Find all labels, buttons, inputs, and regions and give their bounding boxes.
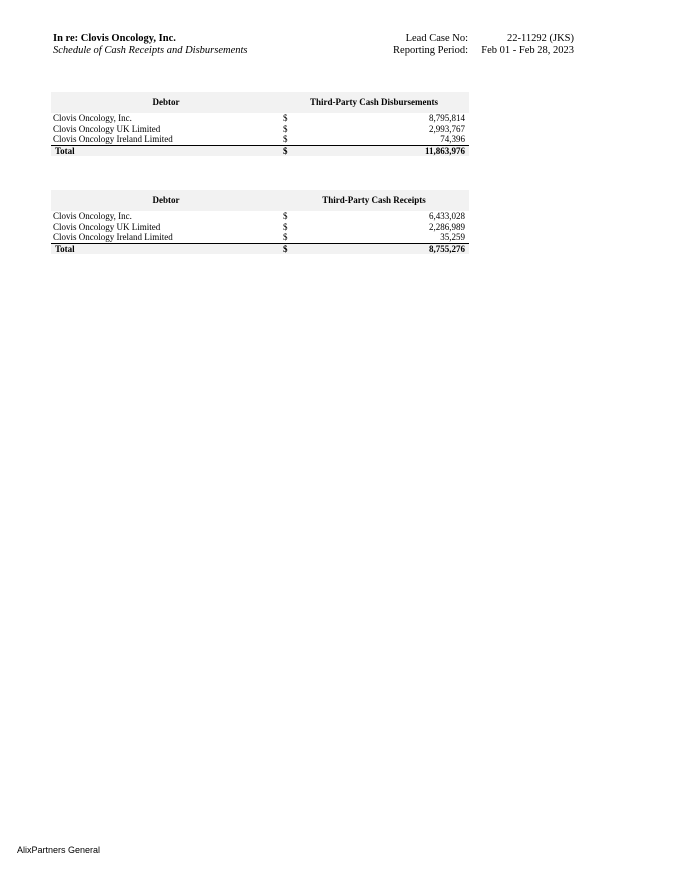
total-row	[51, 243, 469, 254]
amount-value: 35,259	[440, 232, 465, 242]
case-title: In re: Clovis Oncology, Inc.	[53, 33, 176, 44]
table-row	[51, 113, 469, 124]
table-row	[51, 211, 469, 222]
reporting-period-label: Reporting Period:	[393, 45, 468, 56]
table-header-row	[51, 190, 469, 211]
amount-value: 74,396	[440, 134, 465, 144]
amount-value: 6,433,028	[429, 211, 465, 221]
total-amount: 8,755,276	[323, 243, 469, 254]
disbursements-table	[51, 92, 469, 156]
total-row	[51, 145, 469, 156]
currency-symbol: $	[283, 232, 288, 242]
currency-symbol: $	[279, 145, 323, 156]
case-values	[476, 33, 574, 57]
receipts-table	[51, 190, 469, 254]
currency-symbol: $	[283, 113, 288, 123]
receipts-column-header: Third-Party Cash Receipts	[279, 190, 469, 211]
currency-symbol: $	[279, 243, 323, 254]
case-labels	[380, 33, 468, 57]
disbursements-column-header: Third-Party Cash Disbursements	[279, 92, 469, 113]
amount-value: 8,795,814	[429, 113, 465, 123]
reporting-period-value: Feb 01 - Feb 28, 2023	[481, 45, 574, 56]
schedule-subtitle: Schedule of Cash Receipts and Disbursements	[53, 45, 248, 56]
footer-classification: AlixPartners General	[17, 845, 101, 855]
lead-case-label: Lead Case No:	[405, 33, 468, 44]
debtor-name: Clovis Oncology UK Limited	[53, 221, 161, 232]
debtor-name: Clovis Oncology UK Limited	[53, 123, 161, 134]
amount-value: 2,286,989	[429, 221, 465, 232]
currency-symbol: $	[283, 123, 288, 134]
currency-symbol: $	[283, 134, 288, 144]
table-header-row	[51, 92, 469, 113]
currency-symbol: $	[283, 211, 288, 221]
total-amount: 11,863,976	[323, 145, 469, 156]
table-row	[51, 222, 469, 233]
debtor-name: Clovis Oncology Ireland Limited	[53, 232, 173, 242]
debtor-name: Clovis Oncology, Inc.	[53, 113, 132, 123]
debtor-column-header: Debtor	[51, 92, 279, 113]
table-row	[51, 232, 469, 243]
debtor-name: Clovis Oncology, Inc.	[53, 211, 132, 221]
document-header	[53, 33, 248, 57]
debtor-name: Clovis Oncology Ireland Limited	[53, 134, 173, 144]
table-row	[51, 134, 469, 145]
amount-value: 2,993,767	[429, 123, 465, 134]
table-row	[51, 124, 469, 135]
total-label: Total	[51, 145, 279, 156]
currency-symbol: $	[283, 221, 288, 232]
lead-case-value: 22-11292 (JKS)	[507, 33, 574, 44]
debtor-column-header: Debtor	[51, 190, 279, 211]
total-label: Total	[51, 243, 279, 254]
